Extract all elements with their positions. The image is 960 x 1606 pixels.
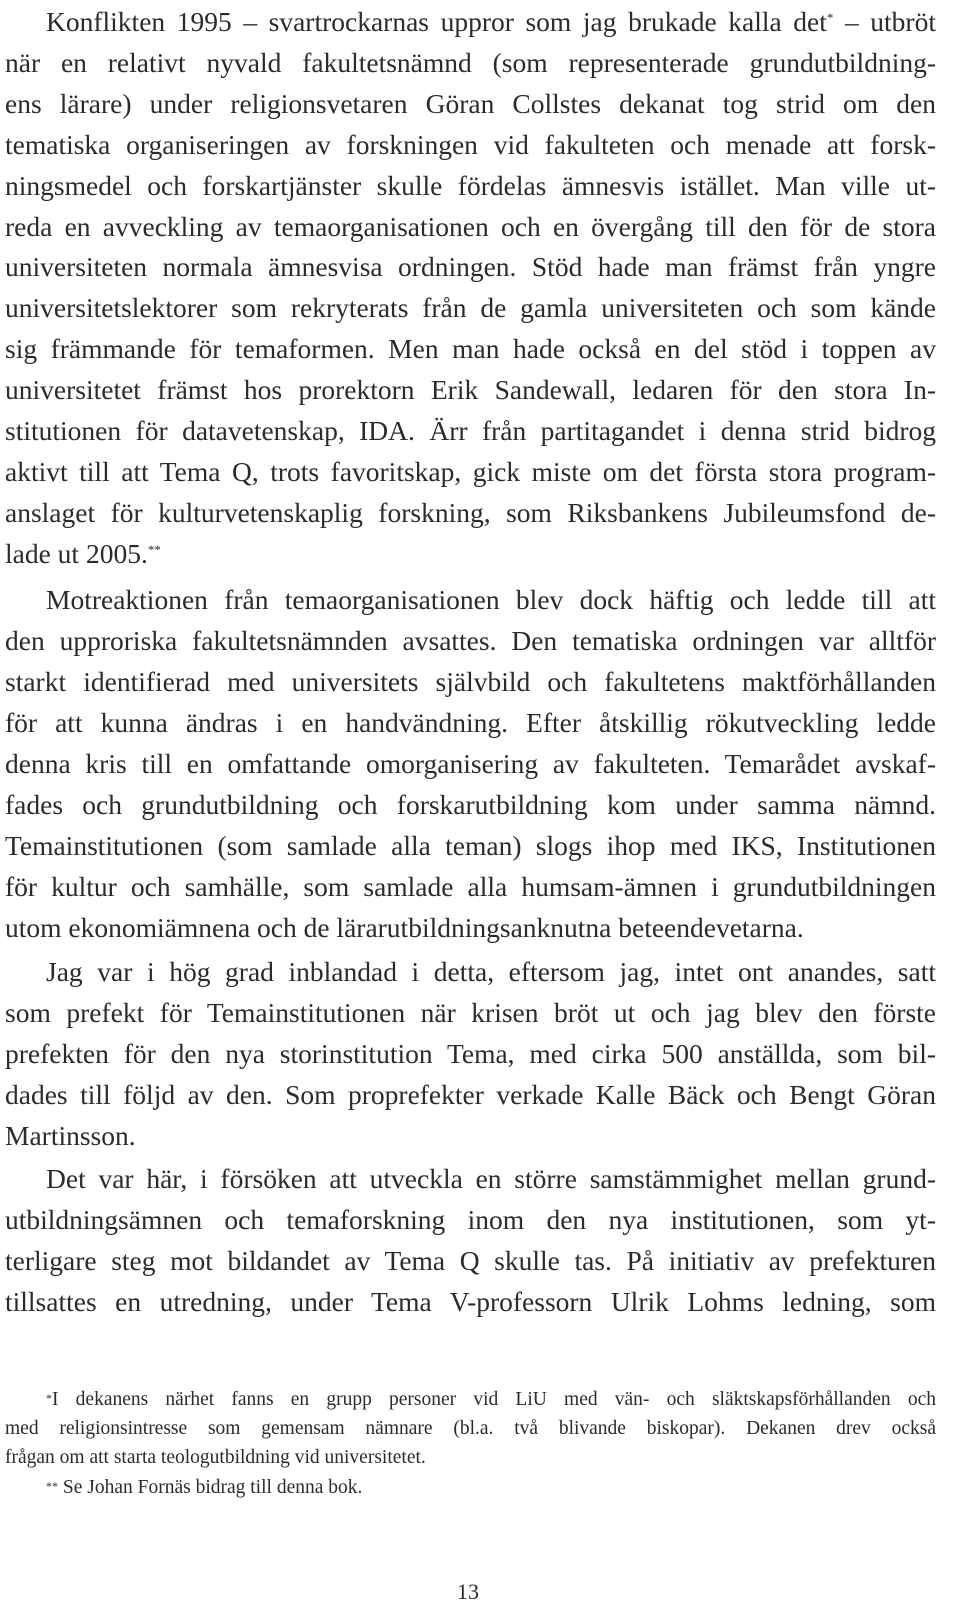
text-line: tillsattes en utredning, under Tema V-professorn Ulrik Lohms ledning, som <box>5 1286 936 1317</box>
text-line: starkt identifierad med universitets självbild och fakultetens maktförhållanden <box>5 666 936 697</box>
text-line: för kultur och samhälle, som samlade alla humsam-ämnen i grundutbildningen <box>5 871 936 902</box>
text-line: Jag var i hög grad inblandad i detta, eftersom jag, intet ont anandes, satt <box>46 956 936 987</box>
text-line: lade ut 2005.** <box>5 537 161 569</box>
footnote-line: *I dekanens närhet fanns en grupp personer vid LiU med vän- och släktskapsförhållanden och <box>46 1389 936 1410</box>
text-line: utbildningsämnen och temaforskning inom den nya institutionen, som yt- <box>5 1204 936 1235</box>
footnote-line: frågan om att starta teologutbildning vid universitetet. <box>5 1447 426 1468</box>
page-number: 13 <box>457 1579 479 1604</box>
footnote-marker: ** <box>147 541 161 557</box>
text-line: Motreaktionen från temaorganisationen blev dock häftig och ledde till att <box>46 584 936 615</box>
text-line: aktivt till att Tema Q, trots favoritskap, gick miste om det första stora program- <box>5 455 936 487</box>
footnote-mark: ** <box>46 1479 58 1493</box>
text-line: den upproriska fakultetsnämnden avsattes. Den tematiska ordningen var alltför <box>5 625 936 656</box>
text-line: reda en avveckling av temaorganisationen och en övergång till den för de stora <box>5 210 936 242</box>
footnote-line: ** Se Johan Fornäs bidrag till denna bok. <box>46 1477 363 1498</box>
text-line: Martinsson. <box>5 1120 136 1151</box>
text-line: Temainstitutionen (som samlade alla teman) slogs ihop med IKS, Institutionen <box>5 830 936 861</box>
text-line: denna kris till en omfattande omorganisering av fakulteten. Temarådet avskaf- <box>5 748 936 779</box>
text-line: universitetslektorer som rekryterats från de gamla universiteten och som kände <box>5 292 936 324</box>
text-line: prefekten för den nya storinstitution Tema, med cirka 500 anställda, som bil- <box>5 1038 936 1069</box>
text-line: universiteten normala ämnesvisa ordningen. Stöd hade man främst från yngre <box>5 251 936 283</box>
text-line: ningsmedel och forskartjänster skulle fördelas ämnesvis istället. Man ville ut- <box>5 169 936 201</box>
text-line: för att kunna ändras i en handvändning. Efter åtskillig rökutveckling ledde <box>5 707 936 738</box>
text-line: fades och grundutbildning och forskarutbildning kom under samma nämnd. <box>5 789 936 820</box>
text-line: ens lärare) under religionsvetaren Göran Collstes dekanat tog strid om den <box>5 87 936 119</box>
text-line: terligare steg mot bildandet av Tema Q skulle tas. På initiativ av prefekturen <box>5 1245 936 1276</box>
text-line: stitutionen för datavetenskap, IDA. Ärr från partitagandet i denna strid bidrog <box>5 415 936 446</box>
text-line: som prefekt för Temainstitutionen när krisen bröt ut och jag blev den förste <box>5 997 936 1028</box>
text-line: utom ekonomiämnena och de lärarutbildningsanknutna beteendevetarna. <box>5 912 804 943</box>
footnote-marker: * <box>826 10 834 25</box>
text-line: när en relativt nyvald fakultetsnämnd (som representerade grundutbildning- <box>5 46 936 78</box>
text-line: Konflikten 1995 – svartrockarnas uppror som jag brukade kalla det* – utbröt <box>46 6 936 37</box>
footnote-mark: * <box>46 1391 52 1405</box>
footnote-line: med religionsintresse som gemensam nämnare (bl.a. två blivande biskopar). Dekanen drev också <box>5 1418 936 1439</box>
text-line: sig främmande för temaformen. Men man hade också en del stöd i toppen av <box>5 333 936 365</box>
text-line: tematiska organiseringen av forskningen vid fakulteten och menade att forsk- <box>5 128 936 160</box>
text-line: anslaget för kulturvetenskaplig forskning, som Riksbankens Jubileumsfond de- <box>5 496 936 528</box>
text-line: universitetet främst hos prorektorn Erik Sandewall, ledaren för den stora In- <box>5 374 936 406</box>
text-line: Det var här, i försöken att utveckla en större samstämmighet mellan grund- <box>46 1163 936 1194</box>
text-line: dades till följd av den. Som proprefekter verkade Kalle Bäck och Bengt Göran <box>5 1079 936 1110</box>
